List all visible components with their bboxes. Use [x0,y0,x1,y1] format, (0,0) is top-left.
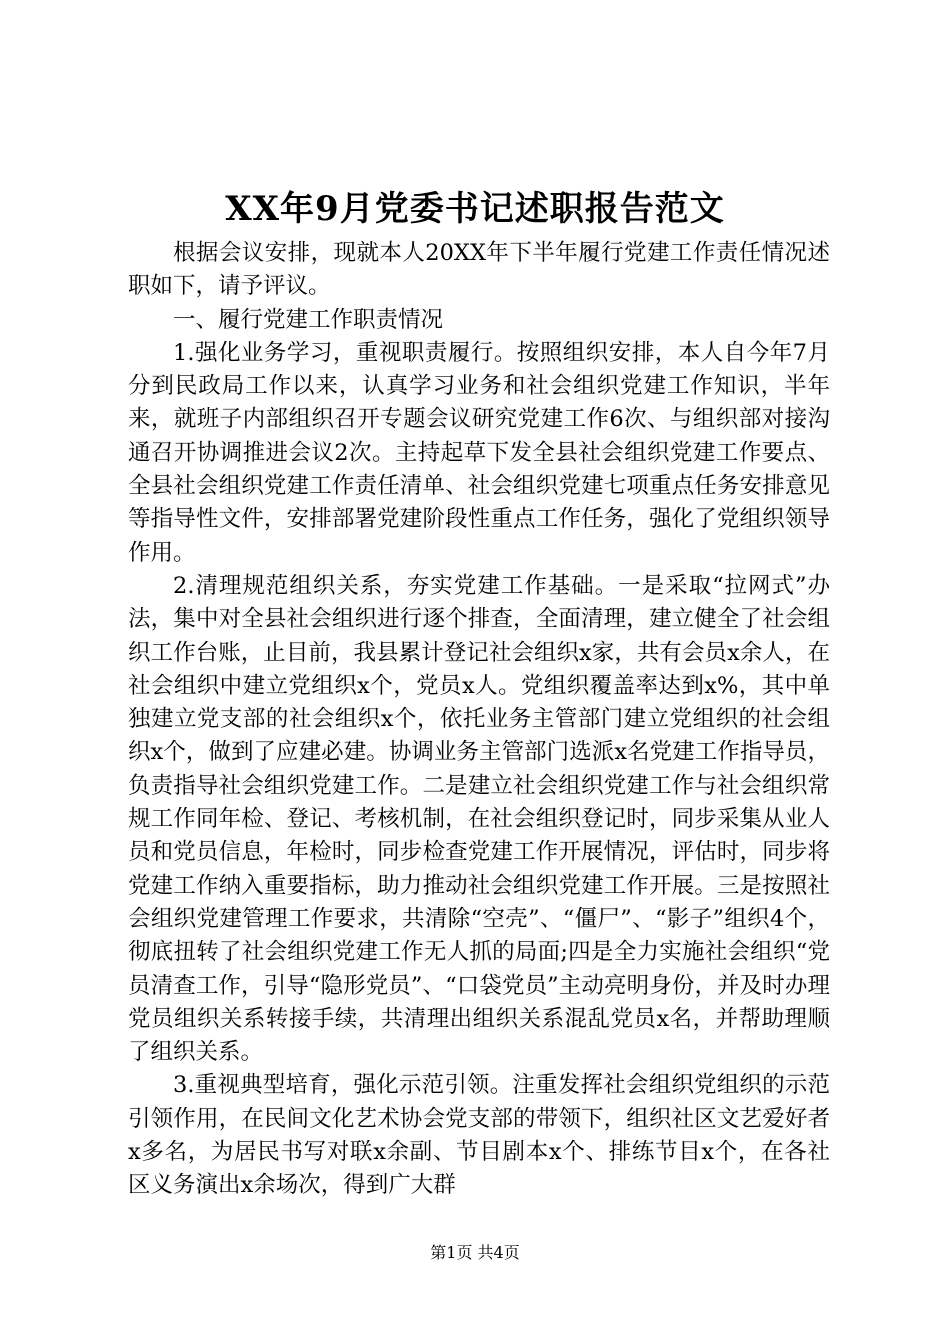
section-heading: 一、履行党建工作职责情况 [173,306,444,333]
paragraph-item-1: 1.强化业务学习，重视职责履行。按照组织安排，本人自今年7月分到民政局工作以来，认真学习业务和社会组织党建工作知识，半年来，就班子内部组织召开专题会议研究党建工作6次、与组织部对接沟通召开协调推进会议2次。主持起草下发全县社会组织党建工作要点、全县社会组织党建工作责任清单、社会组织党建七项重点任务安排意见等指导性文件，安排部署党建阶段性重点工作任务，强化了党组织领导作用。 [128,339,830,566]
paragraph-item-2: 2.清理规范组织关系，夯实党建工作基础。一是采取“拉网式”办法，集中对全县社会组织进行逐个排查，全面清理，建立健全了社会组织工作台账，止目前，我县累计登记社会组织x家，共有会员x余人，在社会组织中建立党组织x个，党员x人。党组织覆盖率达到x%，其中单独建立党支部的社会组织x个，依托业务主管部门建立党组织的社会组织x个，做到了应建必建。协调业务主管部门选派x名党建工作指导员，负责指导社会组织党建工作。二是建立社会组织党建工作与社会组织常规工作同年检、登记、考核机制，在社会组织登记时，同步采集从业人员和党员信息，年检时，同步检查党建工作开展情况，评估时，同步将党建工作纳入重要指标，助力推动社会组织党建工作开展。三是按照社会组织党建管理工作要求，共清除“空壳”、“僵尸”、“影子”组织4个，彻底扭转了社会组织党建工作无人抓的局面;四是全力实施社会组织“党员清查工作，引导“隐形党员”、“口袋党员”主动亮明身份，并及时办理党员组织关系转接手续，共清理出组织关系混乱党员x名，并帮助理顺了组织关系。 [128,572,830,1066]
document-body [128,237,830,1203]
paragraph-item-3: 3.重视典型培育，强化示范引领。注重发挥社会组织党组织的示范引领作用，在民间文化艺术协会党支部的带领下，组织社区文艺爱好者x多名，为居民书写对联x余副、节目剧本x个、排练节目x个，在各社区义务演出x余场次，得到广大群 [128,1072,830,1199]
document-title: XX年9月党委书记述职报告范文 [225,189,725,229]
page-footer: 第1页 共4页 [430,1243,520,1262]
paragraph-intro: 根据会议安排，现就本人20XX年下半年履行党建工作责任情况述职如下，请予评议。 [128,240,830,300]
